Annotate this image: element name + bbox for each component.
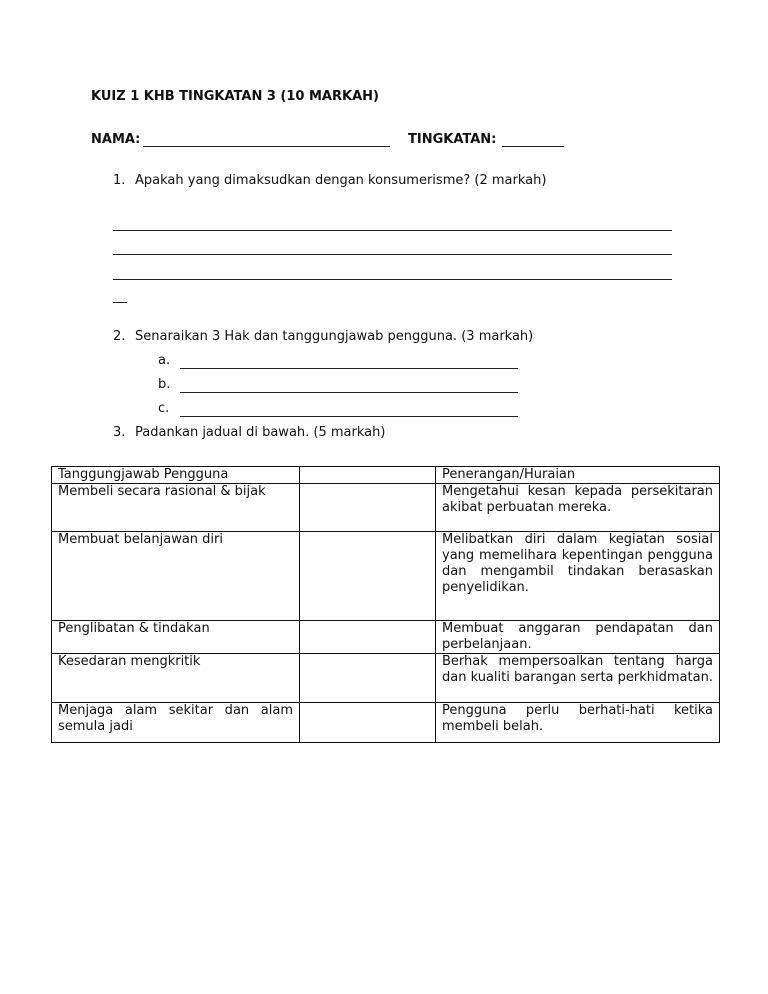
- left-cell[interactable]: Menjaga alam sekitar dan alam semula jadi: [52, 703, 300, 743]
- blank-cell: [300, 532, 436, 621]
- left-cell[interactable]: Membuat belanjawan diri: [52, 532, 300, 621]
- table-row: [52, 484, 720, 532]
- question-3-text: Padankan jadual di bawah. (5 markah): [135, 425, 386, 440]
- header-cell-tanggungjawab: Tanggungjawab Pengguna: [52, 467, 300, 484]
- question-1-number: 1.: [113, 173, 126, 188]
- header-cell-penerangan: Penerangan/Huraian: [436, 467, 720, 484]
- blank-cell: [300, 621, 436, 654]
- answer-line-1[interactable]: [113, 230, 672, 231]
- answer-line-2[interactable]: [113, 254, 672, 255]
- blank-cell: [300, 484, 436, 532]
- right-cell[interactable]: Pengguna perlu berhati-hati ketika membeli belah.: [436, 703, 720, 743]
- right-cell[interactable]: Berhak mempersoalkan tentang harga dan kualiti barangan serta perkhidmatan.: [436, 654, 720, 703]
- question-3-number: 3.: [113, 425, 126, 440]
- matching-table: [51, 466, 720, 743]
- left-cell[interactable]: Membeli secara rasional & bijak: [52, 484, 300, 532]
- blank-cell: [300, 654, 436, 703]
- list-item-c-label: c.: [158, 401, 170, 416]
- page-title: KUIZ 1 KHB TINGKATAN 3 (10 MARKAH): [91, 89, 379, 104]
- answer-line-a[interactable]: [180, 368, 518, 369]
- answer-line-4[interactable]: [113, 302, 127, 303]
- list-item-b-label: b.: [158, 377, 171, 392]
- answer-line-c[interactable]: [180, 416, 518, 417]
- answer-line-b[interactable]: [180, 392, 518, 393]
- list-item-a-label: a.: [158, 353, 171, 368]
- table-row: [52, 703, 720, 743]
- table-header-row: [52, 467, 720, 484]
- right-cell[interactable]: Mengetahui kesan kepada persekitaran akibat perbuatan mereka.: [436, 484, 720, 532]
- question-2-number: 2.: [113, 329, 126, 344]
- answer-line-3[interactable]: [113, 279, 672, 280]
- table-row: [52, 654, 720, 703]
- header-cell-blank: [300, 467, 436, 484]
- blank-cell: [300, 703, 436, 743]
- right-cell[interactable]: Melibatkan diri dalam kegiatan sosial yang memelihara kepentingan pengguna dan mengambil tindakan berasaskan penyelidikan.: [436, 532, 720, 621]
- question-1-text: Apakah yang dimaksudkan dengan konsumerisme? (2 markah): [135, 173, 547, 188]
- question-2-text: Senaraikan 3 Hak dan tanggungjawab pengguna. (3 markah): [135, 329, 534, 344]
- table-row: [52, 621, 720, 654]
- nama-answer-line[interactable]: [143, 146, 390, 147]
- left-cell[interactable]: Penglibatan & tindakan: [52, 621, 300, 654]
- table-row: [52, 532, 720, 621]
- left-cell[interactable]: Kesedaran mengkritik: [52, 654, 300, 703]
- tingkatan-label: TINGKATAN:: [408, 132, 497, 147]
- nama-label: NAMA:: [91, 132, 141, 147]
- right-cell[interactable]: Membuat anggaran pendapatan dan perbelanjaan.: [436, 621, 720, 654]
- tingkatan-answer-line[interactable]: [502, 146, 564, 147]
